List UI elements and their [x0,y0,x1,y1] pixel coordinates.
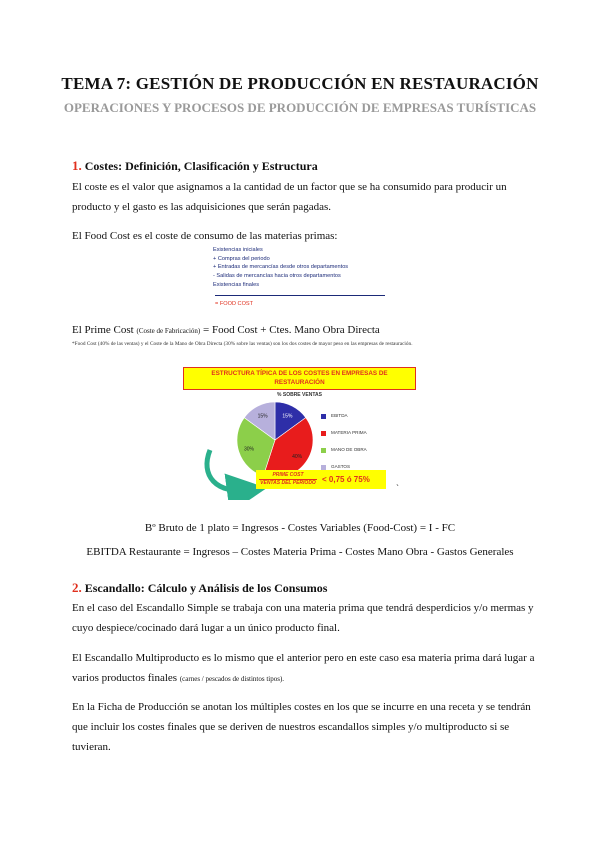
section1-number: 1. [72,158,82,173]
ratio-fraction [259,472,317,486]
legend-label: GASTOS [331,464,351,469]
section1-heading [72,158,318,174]
section2-paragraph2-note: (carnes / pescados de distintos tipos). [179,675,285,683]
pie-value-label: 15% [282,413,293,420]
section2-heading-text: Escandallo: Cálculo y Análisis de los Consumos [84,581,328,595]
food-cost-intro: El Food Cost es el coste de consumo de las materias primas: [72,230,338,242]
page-subtitle: OPERACIONES Y PROCESOS DE PRODUCCIÓN DE EMPRESAS TURÍSTICAS [63,100,537,115]
legend-swatch [321,414,326,419]
food-cost-line: Existencias iniciales [213,247,263,253]
formula-gross-profit: Bº Bruto de 1 plato = Ingresos - Costes Variables (Food-Cost) = I - FC [144,522,456,534]
pie-value-label: 30% [243,446,254,453]
formula-ebitda: EBITDA Restaurante = Ingresos – Costes Materia Prima - Costes Mano Obra - Gastos Generales [86,546,514,558]
section2-paragraph1: En el caso del Escandallo Simple se trabaja con una materia prima que tendrá desperdicios y/o mermas y cuyo despiece/cocinado dará lugar a un único producto final. [72,602,534,634]
legend-swatch [321,431,326,436]
chart-title-line2: RESTAURACIÓN [274,378,325,386]
prime-cost-label: El Prime Cost [72,324,134,336]
chart-title [183,367,416,390]
pie-value-label: 40% [292,454,303,461]
ratio-value: < 0,75 ó 75% [322,475,370,484]
chart-title-line1: ESTRUCTURA TÍPICA DE LOS COSTES EN EMPRESAS DE [211,370,388,377]
food-cost-result: = FOOD COST [215,301,254,307]
ratio-denominator: VENTAS DEL PERIODO [260,479,316,486]
legend-label: EBITDA [331,413,348,418]
food-cost-box [213,246,388,310]
corner-mark: ` [396,483,399,493]
prime-cost-formula: = Food Cost + Ctes. Mano Obra Directa [203,324,380,336]
section2-paragraph3: En la Ficha de Producción se anotan los múltiples costes en los que se incurre en una receta y se tendrán que incluir los costes finales que se deriven de nuestros escandallos simples y/o multiproducto si se tuvieran. [72,701,531,753]
section2-heading [72,580,327,596]
legend-label: MATERIA PRIMA [331,430,367,435]
legend-swatch [321,448,326,453]
food-cost-line: - Salidas de mercancías hacia otros departamentos [213,273,341,280]
food-cost-divider [215,295,385,296]
prime-cost-line [72,320,537,341]
section2-paragraph2 [72,648,537,689]
prime-cost-paren: (Coste de Fabricación) [136,327,201,335]
pie-value-label: 15% [257,413,268,420]
section1-paragraph: El coste es el valor que asignamos a la cantidad de un factor que se ha consumido para producir un producto y el gasto es las adquisiciones que serán pagadas. [72,181,507,213]
section2-number: 2. [72,580,82,595]
section2-paragraph2-main: El Escandallo Multiproducto es lo mismo que el anterior pero en este caso esa materia prima dará lugar a varios productos finales [72,652,535,684]
footnote: *Food Cost (40% de las ventas) y el Coste de la Mano de Obra Directa (30% sobre las ventas) son los dos costes de mayor peso en las empresas de restauración. [72,341,413,347]
chart-subtitle: % SOBRE VENTAS [277,392,322,398]
food-cost-line: + Entradas de mercancías desde otros departamentos [213,264,349,271]
legend-label: MANO DE OBRA [331,447,367,452]
section1-heading-text: Costes: Definición, Clasificación y Estructura [84,159,318,173]
prime-cost-ratio-box [256,470,386,489]
ratio-numerator: PRIME COST [259,472,317,480]
food-cost-line: + Compras del periodo [213,255,270,262]
page-title: TEMA 7: GESTIÓN DE PRODUCCIÓN EN RESTAURACIÓN [61,74,539,93]
food-cost-line: Existencias finales [213,281,260,288]
